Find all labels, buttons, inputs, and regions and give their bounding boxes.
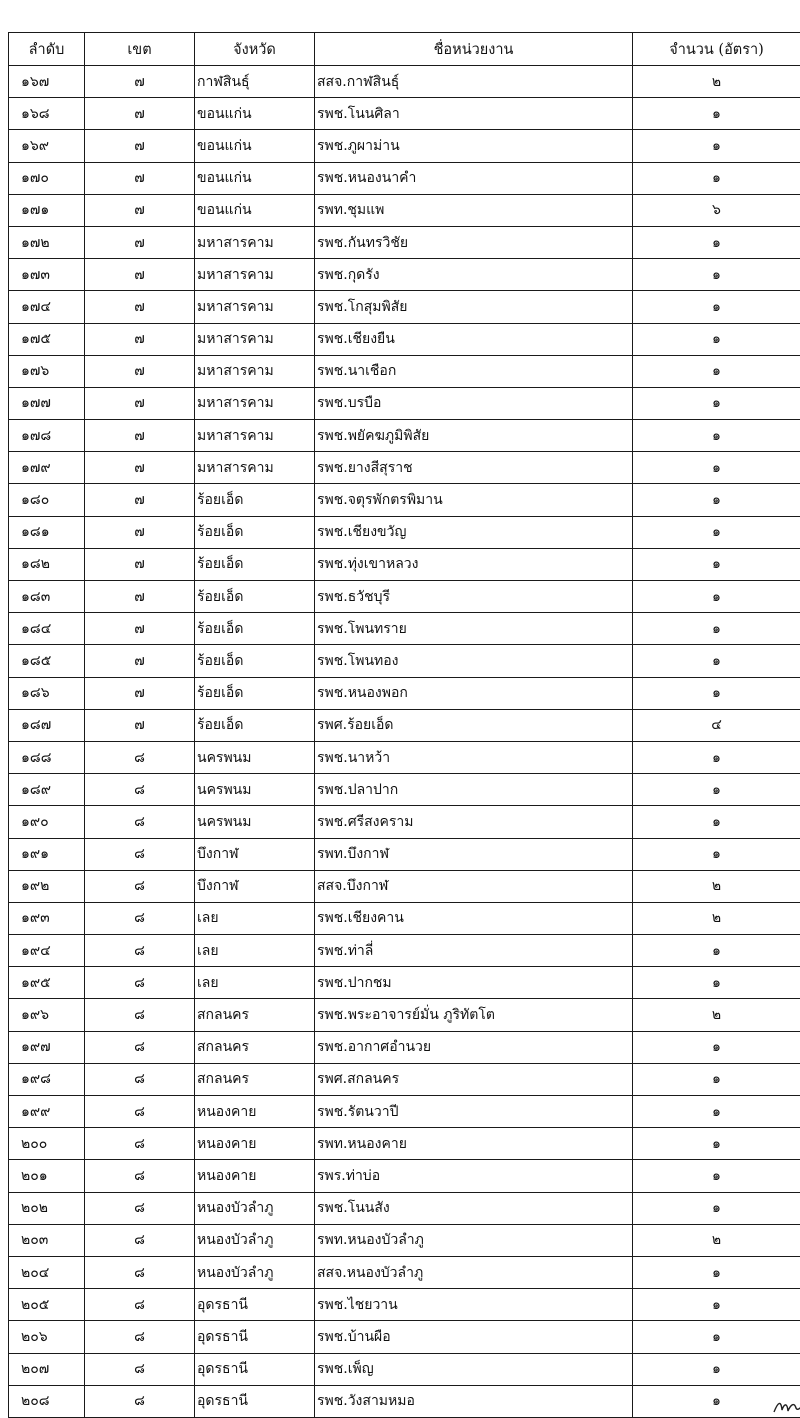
cell-unit-name: รพช.ธวัชบุรี xyxy=(315,581,633,613)
cell-zone: ๘ xyxy=(85,902,195,934)
cell-zone: ๘ xyxy=(85,935,195,967)
table-row xyxy=(9,548,800,580)
cell-unit-name: รพท.หนองคาย xyxy=(315,1128,633,1160)
cell-zone: ๗ xyxy=(85,98,195,130)
cell-index: ๑๙๐ xyxy=(9,806,85,838)
cell-count: ๑ xyxy=(633,130,800,162)
cell-index: ๑๘๒ xyxy=(9,548,85,580)
cell-zone: ๗ xyxy=(85,581,195,613)
cell-province: ร้อยเอ็ด xyxy=(195,613,315,645)
cell-count: ๑ xyxy=(633,645,800,677)
cell-count: ๖ xyxy=(633,194,800,226)
cell-unit-name: รพช.ปลาปาก xyxy=(315,774,633,806)
cell-count: ๑ xyxy=(633,838,800,870)
cell-province: อุดรธานี xyxy=(195,1385,315,1417)
cell-count: ๔ xyxy=(633,709,800,741)
cell-unit-name: รพศ.สกลนคร xyxy=(315,1063,633,1095)
cell-unit-name: รพช.หนองนาคำ xyxy=(315,162,633,194)
cell-province: บึงกาฬ xyxy=(195,870,315,902)
cell-index: ๑๘๖ xyxy=(9,677,85,709)
table-row xyxy=(9,1096,800,1128)
table-row xyxy=(9,677,800,709)
table-row xyxy=(9,902,800,934)
cell-index: ๑๗๙ xyxy=(9,452,85,484)
cell-unit-name: รพช.ปากชม xyxy=(315,967,633,999)
cell-index: ๑๘๙ xyxy=(9,774,85,806)
cell-province: หนองคาย xyxy=(195,1096,315,1128)
cell-unit-name: รพศ.ร้อยเอ็ด xyxy=(315,709,633,741)
cell-count: ๑ xyxy=(633,420,800,452)
cell-unit-name: รพช.กันทรวิชัย xyxy=(315,226,633,258)
table-row xyxy=(9,645,800,677)
cell-zone: ๘ xyxy=(85,1385,195,1417)
cell-zone: ๘ xyxy=(85,1289,195,1321)
cell-index: ๑๙๙ xyxy=(9,1096,85,1128)
cell-unit-name: รพช.หนองพอก xyxy=(315,677,633,709)
cell-count: ๑ xyxy=(633,774,800,806)
cell-province: เลย xyxy=(195,935,315,967)
cell-unit-name: รพท.ชุมแพ xyxy=(315,194,633,226)
cell-unit-name: รพช.โพนทราย xyxy=(315,613,633,645)
cell-unit-name: รพช.ไชยวาน xyxy=(315,1289,633,1321)
cell-province: เลย xyxy=(195,902,315,934)
cell-unit-name: รพช.ยางสีสุราช xyxy=(315,452,633,484)
table-body xyxy=(9,66,800,1418)
cell-index: ๑๗๐ xyxy=(9,162,85,194)
table-row xyxy=(9,226,800,258)
cell-province: หนองคาย xyxy=(195,1160,315,1192)
cell-index: ๑๙๘ xyxy=(9,1063,85,1095)
cell-index: ๒๐๒ xyxy=(9,1192,85,1224)
cell-zone: ๘ xyxy=(85,1353,195,1385)
cell-province: ขอนแก่น xyxy=(195,130,315,162)
cell-unit-name: รพช.วังสามหมอ xyxy=(315,1385,633,1417)
cell-count: ๑ xyxy=(633,1031,800,1063)
table-row xyxy=(9,838,800,870)
cell-zone: ๘ xyxy=(85,1192,195,1224)
cell-zone: ๘ xyxy=(85,1096,195,1128)
cell-province: นครพนม xyxy=(195,741,315,773)
cell-index: ๑๗๓ xyxy=(9,259,85,291)
cell-province: ขอนแก่น xyxy=(195,162,315,194)
table-row xyxy=(9,741,800,773)
cell-zone: ๘ xyxy=(85,838,195,870)
cell-unit-name: รพช.เชียงคาน xyxy=(315,902,633,934)
cell-count: ๑ xyxy=(633,1128,800,1160)
cell-unit-name: รพช.ทุ่งเขาหลวง xyxy=(315,548,633,580)
cell-unit-name: รพช.บรบือ xyxy=(315,387,633,419)
table-row xyxy=(9,1063,800,1095)
cell-zone: ๘ xyxy=(85,999,195,1031)
cell-unit-name: รพท.บึงกาฬ xyxy=(315,838,633,870)
cell-zone: ๗ xyxy=(85,259,195,291)
cell-index: ๑๙๓ xyxy=(9,902,85,934)
cell-index: ๑๗๗ xyxy=(9,387,85,419)
cell-index: ๑๙๗ xyxy=(9,1031,85,1063)
cell-unit-name: รพช.ศรีสงคราม xyxy=(315,806,633,838)
cell-zone: ๘ xyxy=(85,1063,195,1095)
cell-count: ๑ xyxy=(633,162,800,194)
cell-index: ๑๖๗ xyxy=(9,66,85,98)
cell-zone: ๗ xyxy=(85,420,195,452)
cell-unit-name: รพช.รัตนวาปี xyxy=(315,1096,633,1128)
table-row xyxy=(9,420,800,452)
cell-count: ๑ xyxy=(633,1063,800,1095)
table-row xyxy=(9,387,800,419)
cell-count: ๑ xyxy=(633,581,800,613)
cell-province: ร้อยเอ็ด xyxy=(195,548,315,580)
cell-province: มหาสารคาม xyxy=(195,226,315,258)
header-unit-name: ชื่อหน่วยงาน xyxy=(315,33,633,66)
cell-zone: ๗ xyxy=(85,484,195,516)
cell-index: ๑๘๓ xyxy=(9,581,85,613)
cell-index: ๑๘๐ xyxy=(9,484,85,516)
table-row xyxy=(9,98,800,130)
cell-index: ๑๘๔ xyxy=(9,613,85,645)
cell-unit-name: รพช.โกสุมพิสัย xyxy=(315,291,633,323)
table-row xyxy=(9,1128,800,1160)
cell-unit-name: รพช.เชียงขวัญ xyxy=(315,516,633,548)
cell-zone: ๗ xyxy=(85,709,195,741)
table-row xyxy=(9,162,800,194)
cell-province: ร้อยเอ็ด xyxy=(195,484,315,516)
table-header-row xyxy=(9,33,800,66)
cell-index: ๑๗๒ xyxy=(9,226,85,258)
cell-count: ๑ xyxy=(633,1321,800,1353)
cell-zone: ๘ xyxy=(85,1321,195,1353)
cell-unit-name: สสจ.หนองบัวลำภู xyxy=(315,1256,633,1288)
cell-index: ๑๙๕ xyxy=(9,967,85,999)
cell-count: ๑ xyxy=(633,1096,800,1128)
cell-count: ๑ xyxy=(633,291,800,323)
cell-index: ๒๐๘ xyxy=(9,1385,85,1417)
cell-index: ๑๘๕ xyxy=(9,645,85,677)
cell-zone: ๗ xyxy=(85,645,195,677)
cell-province: นครพนม xyxy=(195,806,315,838)
cell-province: บึงกาฬ xyxy=(195,838,315,870)
table-row xyxy=(9,1224,800,1256)
table-row xyxy=(9,1353,800,1385)
table-row xyxy=(9,709,800,741)
table-row xyxy=(9,355,800,387)
cell-province: มหาสารคาม xyxy=(195,420,315,452)
cell-province: สกลนคร xyxy=(195,999,315,1031)
staffing-table xyxy=(8,32,800,1418)
table-row xyxy=(9,323,800,355)
header-count: จำนวน (อัตรา) xyxy=(633,33,800,66)
cell-count: ๒ xyxy=(633,1224,800,1256)
table-row xyxy=(9,516,800,548)
cell-count: ๑ xyxy=(633,741,800,773)
cell-zone: ๗ xyxy=(85,194,195,226)
table-row xyxy=(9,1256,800,1288)
header-index: ลำดับ xyxy=(9,33,85,66)
cell-zone: ๘ xyxy=(85,1256,195,1288)
cell-zone: ๘ xyxy=(85,1128,195,1160)
cell-count: ๑ xyxy=(633,1385,800,1417)
cell-count: ๑ xyxy=(633,355,800,387)
cell-index: ๑๗๑ xyxy=(9,194,85,226)
cell-count: ๑ xyxy=(633,516,800,548)
cell-count: ๑ xyxy=(633,387,800,419)
table-row xyxy=(9,1385,800,1417)
cell-count: ๒ xyxy=(633,902,800,934)
cell-index: ๑๖๘ xyxy=(9,98,85,130)
table-row xyxy=(9,999,800,1031)
cell-count: ๑ xyxy=(633,677,800,709)
table-row xyxy=(9,1031,800,1063)
cell-zone: ๘ xyxy=(85,774,195,806)
cell-unit-name: รพร.ท่าบ่อ xyxy=(315,1160,633,1192)
cell-index: ๒๐๖ xyxy=(9,1321,85,1353)
table-row xyxy=(9,291,800,323)
cell-province: อุดรธานี xyxy=(195,1353,315,1385)
cell-index: ๒๐๕ xyxy=(9,1289,85,1321)
cell-zone: ๗ xyxy=(85,130,195,162)
cell-count: ๑ xyxy=(633,1160,800,1192)
cell-unit-name: รพช.เชียงยืน xyxy=(315,323,633,355)
cell-province: มหาสารคาม xyxy=(195,259,315,291)
cell-index: ๑๗๔ xyxy=(9,291,85,323)
cell-unit-name: รพช.อากาศอำนวย xyxy=(315,1031,633,1063)
cell-zone: ๗ xyxy=(85,355,195,387)
cell-index: ๑๗๖ xyxy=(9,355,85,387)
cell-zone: ๘ xyxy=(85,1031,195,1063)
cell-zone: ๘ xyxy=(85,1224,195,1256)
cell-province: ขอนแก่น xyxy=(195,98,315,130)
cell-count: ๑ xyxy=(633,226,800,258)
cell-zone: ๗ xyxy=(85,162,195,194)
cell-zone: ๗ xyxy=(85,452,195,484)
cell-count: ๑ xyxy=(633,935,800,967)
document-page xyxy=(8,32,800,1418)
cell-index: ๑๙๒ xyxy=(9,870,85,902)
cell-province: ร้อยเอ็ด xyxy=(195,581,315,613)
cell-zone: ๗ xyxy=(85,323,195,355)
table-row xyxy=(9,259,800,291)
cell-unit-name: รพท.หนองบัวลำภู xyxy=(315,1224,633,1256)
cell-zone: ๗ xyxy=(85,516,195,548)
cell-count: ๒ xyxy=(633,999,800,1031)
cell-unit-name: รพช.พระอาจารย์มั่น ภูริทัตโต xyxy=(315,999,633,1031)
table-row xyxy=(9,66,800,98)
table-row xyxy=(9,452,800,484)
cell-province: ร้อยเอ็ด xyxy=(195,677,315,709)
cell-index: ๑๘๘ xyxy=(9,741,85,773)
cell-province: นครพนม xyxy=(195,774,315,806)
cell-index: ๑๙๔ xyxy=(9,935,85,967)
cell-zone: ๗ xyxy=(85,548,195,580)
cell-unit-name: รพช.นาเชือก xyxy=(315,355,633,387)
cell-zone: ๗ xyxy=(85,387,195,419)
cell-index: ๑๖๙ xyxy=(9,130,85,162)
handwritten-signature xyxy=(772,1396,800,1416)
cell-province: อุดรธานี xyxy=(195,1321,315,1353)
table-row xyxy=(9,774,800,806)
cell-province: สกลนคร xyxy=(195,1063,315,1095)
cell-count: ๑ xyxy=(633,1289,800,1321)
table-row xyxy=(9,581,800,613)
table-row xyxy=(9,130,800,162)
cell-province: ร้อยเอ็ด xyxy=(195,516,315,548)
cell-province: ขอนแก่น xyxy=(195,194,315,226)
cell-unit-name: รพช.โพนทอง xyxy=(315,645,633,677)
table-row xyxy=(9,1289,800,1321)
cell-index: ๒๐๓ xyxy=(9,1224,85,1256)
cell-unit-name: รพช.ภูผาม่าน xyxy=(315,130,633,162)
cell-province: ร้อยเอ็ด xyxy=(195,645,315,677)
cell-count: ๑ xyxy=(633,259,800,291)
cell-count: ๑ xyxy=(633,1353,800,1385)
cell-index: ๑๗๘ xyxy=(9,420,85,452)
cell-province: หนองคาย xyxy=(195,1128,315,1160)
cell-unit-name: รพช.พยัคฆภูมิพิสัย xyxy=(315,420,633,452)
cell-count: ๑ xyxy=(633,1256,800,1288)
table-row xyxy=(9,1160,800,1192)
cell-zone: ๗ xyxy=(85,613,195,645)
cell-count: ๑ xyxy=(633,613,800,645)
cell-zone: ๘ xyxy=(85,967,195,999)
cell-index: ๒๐๑ xyxy=(9,1160,85,1192)
cell-unit-name: รพช.จตุรพักตรพิมาน xyxy=(315,484,633,516)
table-row xyxy=(9,935,800,967)
cell-province: หนองบัวลำภู xyxy=(195,1256,315,1288)
cell-province: สกลนคร xyxy=(195,1031,315,1063)
cell-province: กาฬสินธุ์ xyxy=(195,66,315,98)
header-province: จังหวัด xyxy=(195,33,315,66)
table-row xyxy=(9,806,800,838)
cell-index: ๒๐๗ xyxy=(9,1353,85,1385)
cell-unit-name: รพช.โนนศิลา xyxy=(315,98,633,130)
cell-zone: ๗ xyxy=(85,66,195,98)
cell-count: ๑ xyxy=(633,1192,800,1224)
cell-province: มหาสารคาม xyxy=(195,452,315,484)
cell-zone: ๗ xyxy=(85,291,195,323)
cell-index: ๑๙๑ xyxy=(9,838,85,870)
cell-province: เลย xyxy=(195,967,315,999)
header-zone: เขต xyxy=(85,33,195,66)
cell-unit-name: สสจ.กาฬสินธุ์ xyxy=(315,66,633,98)
cell-index: ๒๐๐ xyxy=(9,1128,85,1160)
table-row xyxy=(9,484,800,516)
cell-index: ๑๙๖ xyxy=(9,999,85,1031)
cell-index: ๑๘๑ xyxy=(9,516,85,548)
cell-index: ๑๗๕ xyxy=(9,323,85,355)
cell-unit-name: รพช.บ้านผือ xyxy=(315,1321,633,1353)
cell-zone: ๘ xyxy=(85,870,195,902)
cell-province: หนองบัวลำภู xyxy=(195,1192,315,1224)
cell-province: ร้อยเอ็ด xyxy=(195,709,315,741)
cell-unit-name: รพช.กุดรัง xyxy=(315,259,633,291)
table-row xyxy=(9,194,800,226)
cell-province: มหาสารคาม xyxy=(195,323,315,355)
table-row xyxy=(9,1321,800,1353)
cell-unit-name: รพช.ท่าลี่ xyxy=(315,935,633,967)
cell-unit-name: รพช.เพ็ญ xyxy=(315,1353,633,1385)
cell-count: ๑ xyxy=(633,967,800,999)
table-row xyxy=(9,1192,800,1224)
cell-count: ๑ xyxy=(633,98,800,130)
cell-unit-name: รพช.โนนสัง xyxy=(315,1192,633,1224)
cell-count: ๑ xyxy=(633,484,800,516)
cell-zone: ๗ xyxy=(85,226,195,258)
cell-province: อุดรธานี xyxy=(195,1289,315,1321)
table-row xyxy=(9,613,800,645)
cell-count: ๑ xyxy=(633,323,800,355)
cell-province: หนองบัวลำภู xyxy=(195,1224,315,1256)
cell-zone: ๗ xyxy=(85,677,195,709)
cell-count: ๑ xyxy=(633,806,800,838)
cell-zone: ๘ xyxy=(85,741,195,773)
table-row xyxy=(9,870,800,902)
table-row xyxy=(9,967,800,999)
cell-province: มหาสารคาม xyxy=(195,355,315,387)
cell-zone: ๘ xyxy=(85,806,195,838)
cell-count: ๒ xyxy=(633,870,800,902)
cell-province: มหาสารคาม xyxy=(195,291,315,323)
cell-province: มหาสารคาม xyxy=(195,387,315,419)
cell-zone: ๘ xyxy=(85,1160,195,1192)
cell-unit-name: สสจ.บึงกาฬ xyxy=(315,870,633,902)
cell-count: ๑ xyxy=(633,548,800,580)
cell-count: ๒ xyxy=(633,66,800,98)
cell-count: ๑ xyxy=(633,452,800,484)
cell-index: ๑๘๗ xyxy=(9,709,85,741)
cell-unit-name: รพช.นาหว้า xyxy=(315,741,633,773)
cell-index: ๒๐๔ xyxy=(9,1256,85,1288)
